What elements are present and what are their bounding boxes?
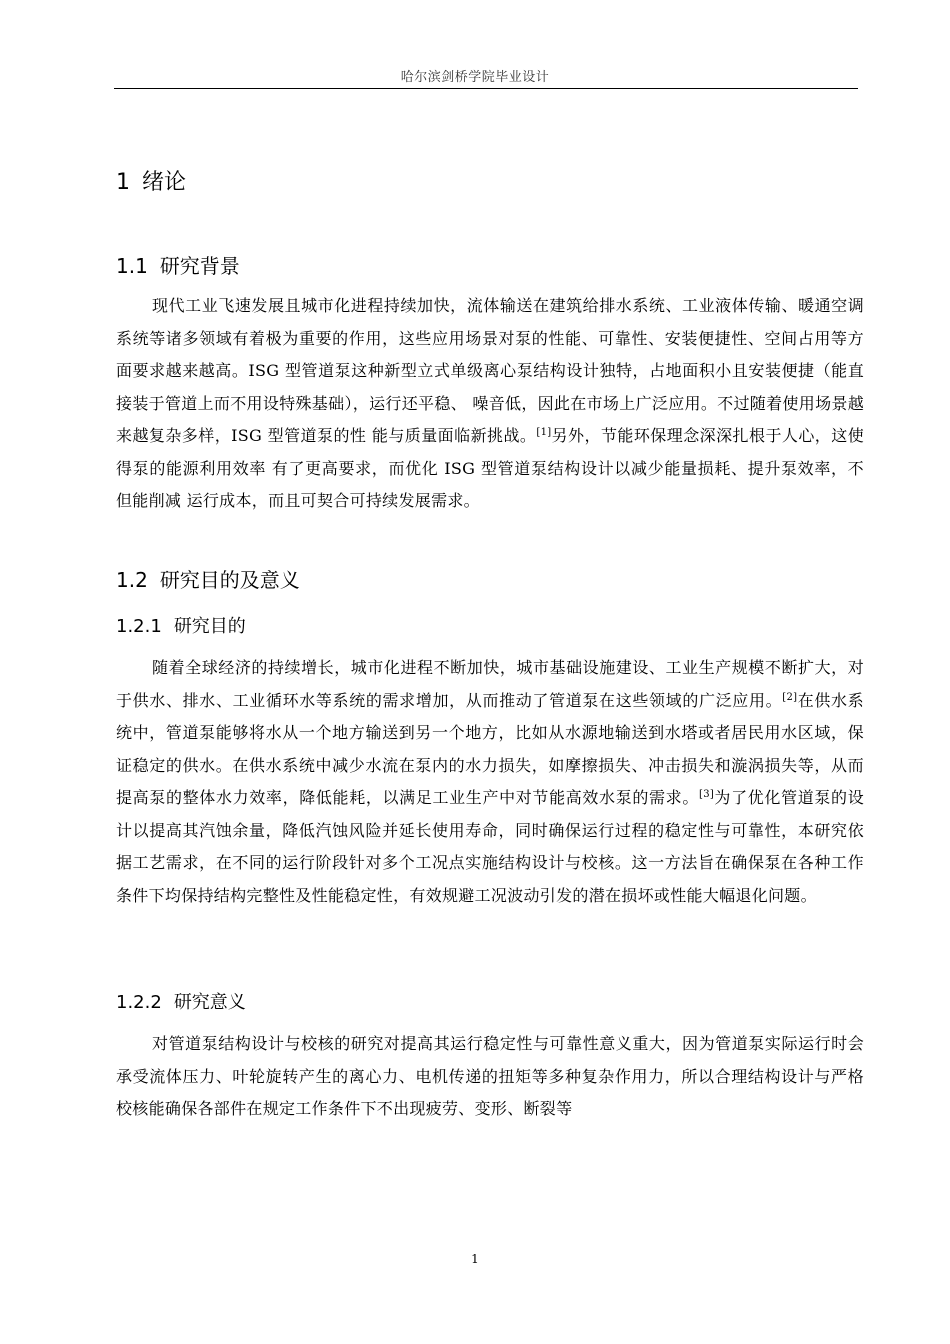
chapter-number: 1	[116, 170, 130, 195]
subsection-heading-1-2-1	[116, 612, 246, 638]
section-number: 1.2	[116, 568, 148, 592]
page-number: 1	[471, 1252, 479, 1266]
paragraph-significance	[116, 1028, 864, 1126]
running-header: 哈尔滨剑桥学院毕业设计	[400, 70, 550, 85]
chapter-heading	[116, 165, 186, 196]
section-number: 1.1	[116, 254, 148, 278]
citation-ref: [2]	[782, 691, 798, 703]
citation-ref: [3]	[699, 789, 715, 800]
subsection-title: 研究目的	[173, 616, 246, 637]
subsection-title: 研究意义	[173, 992, 246, 1013]
paragraph-purpose	[116, 652, 864, 912]
paragraph-text: 现代工业飞速发展且城市化进程持续加快，流体输送在建筑给排水系统、工业液体传输、暖通空调系统等诸多领域有着极为重要的作用，这些应用场景对泵的性能、可靠性、安装便捷性、空间占用等方面要求越来越高。ISG 型管道泵这种新型立式单级离心泵结构设计独特，占地面积小且安装便捷（能直接装于管道上而不用设特殊基础），运行还平稳、 噪音低，因此在市场上广泛应用。不过随着使用场景越来越复杂多样，ISG 型管道泵的性 能与质量面临新挑战。	[116, 296, 864, 445]
section-title: 研究目的及意义	[159, 568, 300, 592]
section-title: 研究背景	[159, 254, 240, 278]
chapter-title: 绪论	[142, 170, 187, 195]
subsection-number: 1.2.2	[116, 992, 162, 1013]
paragraph-text: 对管道泵结构设计与校核的研究对提高其运行稳定性与可靠性意义重大，因为管道泵实际运行时会承受流体压力、叶轮旋转产生的离心力、电机传递的扭矩等多种复杂作用力，所以合理结构设计与严格校核能确保各部件在规定工作条件下不出现疲劳、变形、断裂等	[116, 1034, 864, 1118]
paragraph-text: 为了优化管道泵的设计以提高其汽蚀余量，降低汽蚀风险并延长使用寿命，同时确保运行过程的稳定性与可靠性，本研究依据工艺需求，在不同的运行阶段针对多个工况点实施结构设计与校核。这一方法旨在确保泵在各种工作条件下均保持结构完整性及性能稳定性，有效规避工况波动引发的潜在损坏或性能大幅退化问题。	[116, 788, 864, 905]
paragraph-text: 随着全球经济的持续增长，城市化进程不断加快，城市基础设施建设、工业生产规模不断扩大，对于供水、排水、工业循环水等系统的需求增加，从而推动了管道泵在这些领域的广泛应用。	[116, 658, 864, 710]
section-heading-1-1	[116, 250, 240, 279]
subsection-heading-1-2-2	[116, 988, 246, 1014]
subsection-number: 1.2.1	[116, 616, 162, 637]
paragraph-background	[116, 290, 864, 518]
header-divider	[114, 88, 858, 89]
paragraph-text: 另外，节能环保理念深深扎根于人心，这使得泵的能源利用效率 有了更高要求，而优化 ISG 型管道泵结构设计以减少能量损耗、提升泵效率，不但能削减 运行成本，而且可契合可持续发展需求。	[116, 426, 864, 510]
paragraph-text: 在供水系统中，管道泵能够将水从一个地方输送到另一个地方，比如从水源地输送到水塔或者居民用水区域，保证稳定的供水。在供水系统中减少水流在泵内的水力损失，如摩擦损失、冲击损失和漩涡损失等，从而提高泵的整体水力效率，降低能耗，以满足工业生产中对节能高效水泵的需求。	[116, 690, 864, 807]
section-heading-1-2	[116, 564, 300, 593]
citation-ref: [1]	[536, 427, 552, 438]
